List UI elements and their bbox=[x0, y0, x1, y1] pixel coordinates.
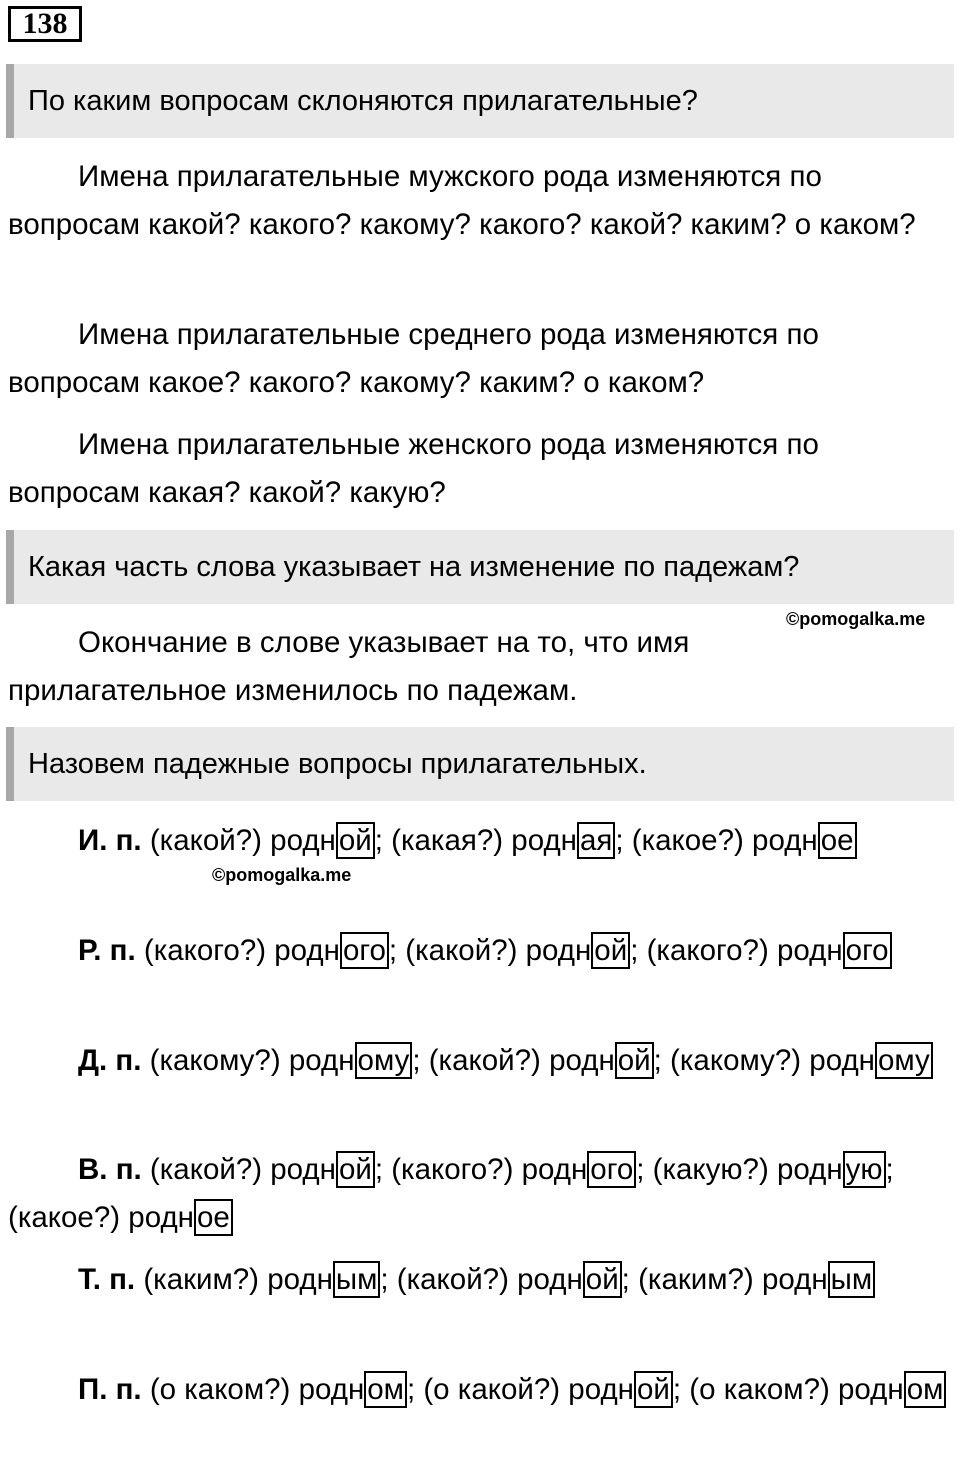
adjective-form bbox=[762, 1261, 875, 1298]
case-question: (какому?) bbox=[149, 1044, 281, 1077]
word-ending: ого bbox=[340, 932, 389, 969]
case-question: (о каком?) bbox=[689, 1373, 830, 1406]
adjective-form bbox=[267, 1261, 388, 1298]
case-abbreviation: В. п. bbox=[78, 1153, 142, 1186]
adjective-form bbox=[274, 932, 397, 969]
word-stem: родн bbox=[267, 1263, 333, 1296]
case-abbreviation: И. п. bbox=[78, 824, 142, 857]
adjective-form bbox=[522, 1151, 645, 1188]
case-question: (какой?) bbox=[149, 824, 262, 857]
case-question: (какое?) bbox=[631, 824, 744, 857]
word-stem: родн bbox=[568, 1373, 634, 1406]
case-question: (какой?) bbox=[428, 1044, 541, 1077]
separator: ; bbox=[621, 1263, 630, 1296]
word-ending: ое bbox=[194, 1199, 233, 1236]
separator: ; bbox=[380, 1263, 389, 1296]
separator: ; bbox=[885, 1153, 894, 1186]
adjective-form bbox=[270, 822, 383, 859]
case-question: (какому?) bbox=[670, 1044, 802, 1077]
word-stem: родн bbox=[838, 1373, 904, 1406]
question-3: Назовем падежные вопросы прилагательных. bbox=[6, 727, 954, 801]
word-ending: ом bbox=[904, 1371, 947, 1408]
case-question: (какое?) bbox=[8, 1201, 121, 1234]
separator: ; bbox=[672, 1373, 682, 1406]
case-abbreviation: П. п. bbox=[78, 1373, 142, 1406]
separator: ; bbox=[388, 934, 398, 967]
case-question: (какая?) bbox=[391, 824, 504, 857]
separator: ; bbox=[374, 824, 383, 857]
exercise-number: 138 bbox=[8, 6, 82, 42]
separator: ; bbox=[374, 1153, 384, 1186]
word-stem: родн bbox=[274, 934, 340, 967]
separator: ; bbox=[412, 1044, 421, 1077]
case-question: (какой?) bbox=[149, 1153, 263, 1186]
adjective-form bbox=[511, 822, 623, 859]
word-ending: ому bbox=[875, 1042, 933, 1079]
adjective-form bbox=[777, 1151, 894, 1188]
word-ending: ой bbox=[591, 932, 630, 969]
case-question: (о какой?) bbox=[423, 1373, 561, 1406]
watermark: ©pomogalka.me bbox=[786, 609, 926, 629]
case-question: (какой?) bbox=[396, 1263, 509, 1296]
case-paragraph bbox=[8, 817, 948, 865]
case-abbreviation: Д. п. bbox=[78, 1044, 142, 1077]
word-stem: родн bbox=[128, 1201, 194, 1234]
adjective-form bbox=[299, 1371, 416, 1408]
word-stem: родн bbox=[809, 1044, 875, 1077]
adjective-form bbox=[809, 1042, 932, 1079]
answer-ending: Окончание в слове указывает на то, что имя прилагательное изменилось по падежам. bbox=[8, 626, 690, 707]
word-stem: родн bbox=[521, 1153, 588, 1186]
adjective-form bbox=[526, 932, 639, 969]
word-ending: ого bbox=[587, 1151, 636, 1188]
word-stem: родн bbox=[270, 1153, 336, 1186]
adjective-form bbox=[270, 1151, 383, 1188]
case-question: (о каком?) bbox=[149, 1373, 291, 1406]
word-ending: ым bbox=[828, 1261, 875, 1298]
adjective-form bbox=[549, 1042, 662, 1079]
question-1: По каким вопросам склоняются прилагательные? bbox=[6, 64, 954, 138]
case-question: (каким?) bbox=[143, 1263, 259, 1296]
word-ending: ую bbox=[843, 1151, 886, 1188]
word-stem: родн bbox=[549, 1044, 615, 1077]
word-stem: родн bbox=[752, 824, 818, 857]
word-ending: ое bbox=[818, 822, 857, 859]
adjective-form bbox=[752, 822, 857, 859]
answer-neuter: Имена прилагательные среднего рода изменяются по вопросам какое? какого? какому? каким? о каком? bbox=[8, 318, 819, 399]
case-abbreviation: Р. п. bbox=[78, 934, 136, 967]
word-ending: ой bbox=[336, 1151, 375, 1188]
word-stem: родн bbox=[776, 1153, 843, 1186]
adjective-form bbox=[568, 1371, 681, 1408]
word-stem: родн bbox=[525, 934, 592, 967]
case-paragraph bbox=[8, 1256, 948, 1304]
word-stem: родн bbox=[761, 1263, 828, 1296]
separator: ; bbox=[615, 824, 624, 857]
case-question: (какого?) bbox=[143, 934, 267, 967]
separator: ; bbox=[406, 1373, 416, 1406]
word-ending: ая bbox=[577, 822, 615, 859]
word-stem: родн bbox=[288, 1044, 355, 1077]
case-question: (какой?) bbox=[405, 934, 518, 967]
case-paragraph bbox=[8, 1037, 948, 1085]
word-ending: ым bbox=[333, 1261, 380, 1298]
word-stem: родн bbox=[298, 1373, 365, 1406]
answer-masculine: Имена прилагательные мужского рода изменяются по вопросам какой? какого? какому? какого? какой? каким? о каком? bbox=[8, 160, 916, 241]
case-question: (какого?) bbox=[391, 1153, 514, 1186]
adjective-form bbox=[289, 1042, 421, 1079]
separator: ; bbox=[636, 1153, 645, 1186]
word-stem: родн bbox=[776, 934, 843, 967]
word-stem: родн bbox=[270, 824, 336, 857]
adjective-form bbox=[128, 1199, 233, 1236]
case-paragraph bbox=[8, 1366, 948, 1414]
separator: ; bbox=[630, 934, 639, 967]
adjective-form bbox=[838, 1371, 946, 1408]
word-ending: ой bbox=[615, 1042, 654, 1079]
word-ending: ом bbox=[364, 1371, 407, 1408]
word-ending: ой bbox=[583, 1261, 622, 1298]
case-paragraph bbox=[8, 1146, 948, 1242]
case-question: (какого?) bbox=[646, 934, 769, 967]
case-paragraph bbox=[8, 927, 948, 975]
question-2: Какая часть слова указывает на изменение по падежам? bbox=[6, 530, 954, 604]
word-stem: родн bbox=[511, 824, 577, 857]
adjective-form bbox=[777, 932, 892, 969]
separator: ; bbox=[653, 1044, 662, 1077]
answer-feminine: Имена прилагательные женского рода изменяются по вопросам какая? какой? какую? bbox=[8, 428, 819, 509]
watermark: ©pomogalka.me bbox=[212, 865, 352, 885]
word-stem: родн bbox=[517, 1263, 583, 1296]
word-ending: ой bbox=[634, 1371, 673, 1408]
adjective-form bbox=[517, 1261, 630, 1298]
case-abbreviation: Т. п. bbox=[78, 1263, 136, 1296]
case-question: (какую?) bbox=[652, 1153, 769, 1186]
word-ending: ому bbox=[355, 1042, 413, 1079]
word-ending: ой bbox=[336, 822, 375, 859]
word-ending: ого bbox=[843, 932, 892, 969]
case-question: (каким?) bbox=[638, 1263, 754, 1296]
